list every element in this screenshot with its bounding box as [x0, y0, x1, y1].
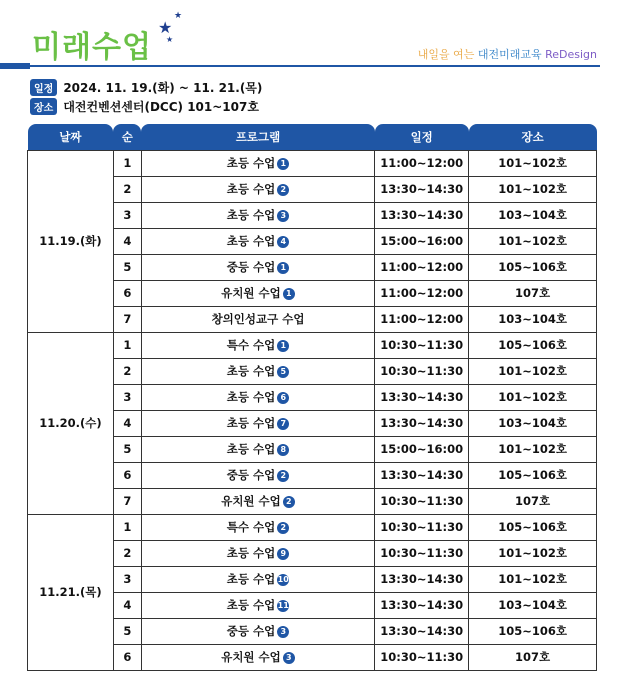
table-row [28, 254, 597, 280]
session-number-badge: 3 [277, 210, 289, 222]
time-cell: 13:30~14:30 [375, 618, 469, 644]
program-cell [141, 254, 374, 280]
table-row [28, 514, 597, 540]
table-row [28, 436, 597, 462]
order-cell: 4 [113, 592, 141, 618]
time-cell: 13:30~14:30 [375, 566, 469, 592]
place-cell: 103~104호 [469, 592, 597, 618]
table-row [28, 410, 597, 436]
program-cell [141, 306, 374, 332]
session-number-badge: 1 [277, 340, 289, 352]
table-row [28, 384, 597, 410]
order-cell: 2 [113, 358, 141, 384]
program-label: 특수 수업 [226, 520, 276, 534]
time-cell: 10:30~11:30 [375, 540, 469, 566]
table-row [28, 462, 597, 488]
table-row [28, 644, 597, 670]
logo-text: 미래수업 [32, 30, 152, 65]
order-cell: 1 [113, 514, 141, 540]
table-row [28, 228, 597, 254]
program-cell [141, 410, 374, 436]
place-cell: 101~102호 [469, 150, 597, 176]
header-rule-accent [0, 63, 30, 69]
session-number-badge: 5 [277, 366, 289, 378]
info-date-row [30, 79, 262, 96]
program-label: 초등 수업 [226, 442, 276, 456]
place-cell: 107호 [469, 644, 597, 670]
table-row [28, 488, 597, 514]
table-row [28, 176, 597, 202]
session-number-badge: 11 [277, 600, 289, 610]
session-number-badge: 2 [277, 522, 289, 534]
program-label: 초등 수업 [226, 234, 276, 248]
session-number-badge: 6 [277, 392, 289, 404]
session-number-badge: 9 [277, 548, 289, 560]
program-cell [141, 384, 374, 410]
time-cell: 10:30~11:30 [375, 332, 469, 358]
place-badge: 장소 [30, 98, 57, 115]
time-cell: 11:00~12:00 [375, 280, 469, 306]
program-label: 유치원 수업 [221, 650, 281, 664]
table-row [28, 618, 597, 644]
program-label: 유치원 수업 [221, 494, 281, 508]
place-cell: 101~102호 [469, 228, 597, 254]
session-number-badge: 1 [283, 288, 295, 300]
place-cell: 105~106호 [469, 254, 597, 280]
program-label: 초등 수업 [226, 182, 276, 196]
program-cell [141, 436, 374, 462]
session-number-badge: 8 [277, 444, 289, 456]
program-cell [141, 618, 374, 644]
order-cell: 6 [113, 644, 141, 670]
program-label: 중등 수업 [226, 260, 276, 274]
table-row [28, 280, 597, 306]
order-cell: 2 [113, 176, 141, 202]
place-cell: 101~102호 [469, 384, 597, 410]
time-cell: 13:30~14:30 [375, 384, 469, 410]
table-row [28, 592, 597, 618]
order-cell: 7 [113, 488, 141, 514]
session-number-badge: 3 [277, 626, 289, 638]
program-label: 중등 수업 [226, 468, 276, 482]
program-cell [141, 358, 374, 384]
order-cell: 1 [113, 332, 141, 358]
order-cell: 3 [113, 384, 141, 410]
place-cell: 101~102호 [469, 566, 597, 592]
session-number-badge: 2 [277, 184, 289, 196]
time-cell: 11:00~12:00 [375, 150, 469, 176]
order-cell: 6 [113, 280, 141, 306]
program-cell [141, 202, 374, 228]
date-cell: 11.20.(수) [28, 332, 114, 514]
session-number-badge: 4 [277, 236, 289, 248]
time-cell: 13:30~14:30 [375, 176, 469, 202]
program-cell [141, 462, 374, 488]
table-row [28, 332, 597, 358]
session-number-badge: 10 [277, 574, 289, 584]
order-cell: 5 [113, 254, 141, 280]
date-badge: 일정 [30, 79, 57, 96]
program-cell [141, 514, 374, 540]
time-cell: 15:00~16:00 [375, 436, 469, 462]
time-cell: 10:30~11:30 [375, 514, 469, 540]
time-cell: 10:30~11:30 [375, 358, 469, 384]
time-cell: 11:00~12:00 [375, 254, 469, 280]
program-label: 초등 수업 [226, 416, 276, 430]
place-cell: 105~106호 [469, 462, 597, 488]
program-cell [141, 176, 374, 202]
time-cell: 13:30~14:30 [375, 462, 469, 488]
time-cell: 10:30~11:30 [375, 488, 469, 514]
order-cell: 3 [113, 566, 141, 592]
time-cell: 11:00~12:00 [375, 306, 469, 332]
program-label: 유치원 수업 [221, 286, 281, 300]
program-cell [141, 280, 374, 306]
session-number-badge: 1 [277, 158, 289, 170]
program-label: 초등 수업 [226, 156, 276, 170]
table-row [28, 150, 597, 176]
program-label: 중등 수업 [226, 624, 276, 638]
program-label: 초등 수업 [226, 546, 276, 560]
program-cell [141, 644, 374, 670]
session-number-badge: 2 [283, 496, 295, 508]
program-cell [141, 228, 374, 254]
slogan: 내일을 여는 대전미래교육 ReDesign [417, 48, 597, 61]
program-label: 특수 수업 [226, 338, 276, 352]
program-cell [141, 488, 374, 514]
order-cell: 4 [113, 228, 141, 254]
col-header-program: 프로그램 [141, 124, 374, 150]
place-cell: 105~106호 [469, 514, 597, 540]
table-header-row [28, 124, 597, 150]
order-cell: 2 [113, 540, 141, 566]
table-row [28, 202, 597, 228]
time-cell: 13:30~14:30 [375, 410, 469, 436]
place-cell: 103~104호 [469, 306, 597, 332]
header-rule [0, 65, 600, 67]
program-label: 초등 수업 [226, 598, 276, 612]
col-header-no: 순 [113, 124, 141, 150]
place-cell: 101~102호 [469, 358, 597, 384]
date-value: 2024. 11. 19.(화) ~ 11. 21.(목) [63, 81, 263, 95]
session-number-badge: 1 [277, 262, 289, 274]
session-number-badge: 7 [277, 418, 289, 430]
time-cell: 13:30~14:30 [375, 202, 469, 228]
place-cell: 107호 [469, 280, 597, 306]
place-cell: 101~102호 [469, 540, 597, 566]
col-header-place: 장소 [469, 124, 597, 150]
time-cell: 15:00~16:00 [375, 228, 469, 254]
date-cell: 11.21.(목) [28, 514, 114, 670]
place-cell: 101~102호 [469, 436, 597, 462]
star-icon: ★ ★ ★ [158, 11, 183, 44]
order-cell: 3 [113, 202, 141, 228]
col-header-time: 일정 [375, 124, 469, 150]
place-cell: 103~104호 [469, 202, 597, 228]
schedule-table [27, 124, 597, 671]
place-value: 대전컨벤션센터(DCC) 101~107호 [63, 100, 259, 114]
program-cell [141, 332, 374, 358]
table-row [28, 540, 597, 566]
order-cell: 1 [113, 150, 141, 176]
program-cell [141, 566, 374, 592]
program-cell [141, 540, 374, 566]
order-cell: 6 [113, 462, 141, 488]
col-header-date: 날짜 [28, 124, 114, 150]
info-place-row [30, 98, 259, 115]
program-label: 초등 수업 [226, 364, 276, 378]
session-number-badge: 3 [283, 652, 295, 664]
time-cell: 13:30~14:30 [375, 592, 469, 618]
program-label: 초등 수업 [226, 572, 276, 586]
date-cell: 11.19.(화) [28, 150, 114, 332]
order-cell: 4 [113, 410, 141, 436]
place-cell: 107호 [469, 488, 597, 514]
program-cell [141, 592, 374, 618]
table-row [28, 306, 597, 332]
table-row [28, 566, 597, 592]
program-label: 초등 수업 [226, 390, 276, 404]
order-cell: 7 [113, 306, 141, 332]
page-header [0, 0, 625, 70]
order-cell: 5 [113, 618, 141, 644]
program-label: 초등 수업 [226, 208, 276, 222]
program-cell [141, 150, 374, 176]
order-cell: 5 [113, 436, 141, 462]
place-cell: 103~104호 [469, 410, 597, 436]
session-number-badge: 2 [277, 470, 289, 482]
place-cell: 101~102호 [469, 176, 597, 202]
time-cell: 10:30~11:30 [375, 644, 469, 670]
place-cell: 105~106호 [469, 618, 597, 644]
place-cell: 105~106호 [469, 332, 597, 358]
program-label: 창의인성교구 수업 [211, 312, 305, 326]
table-row [28, 358, 597, 384]
